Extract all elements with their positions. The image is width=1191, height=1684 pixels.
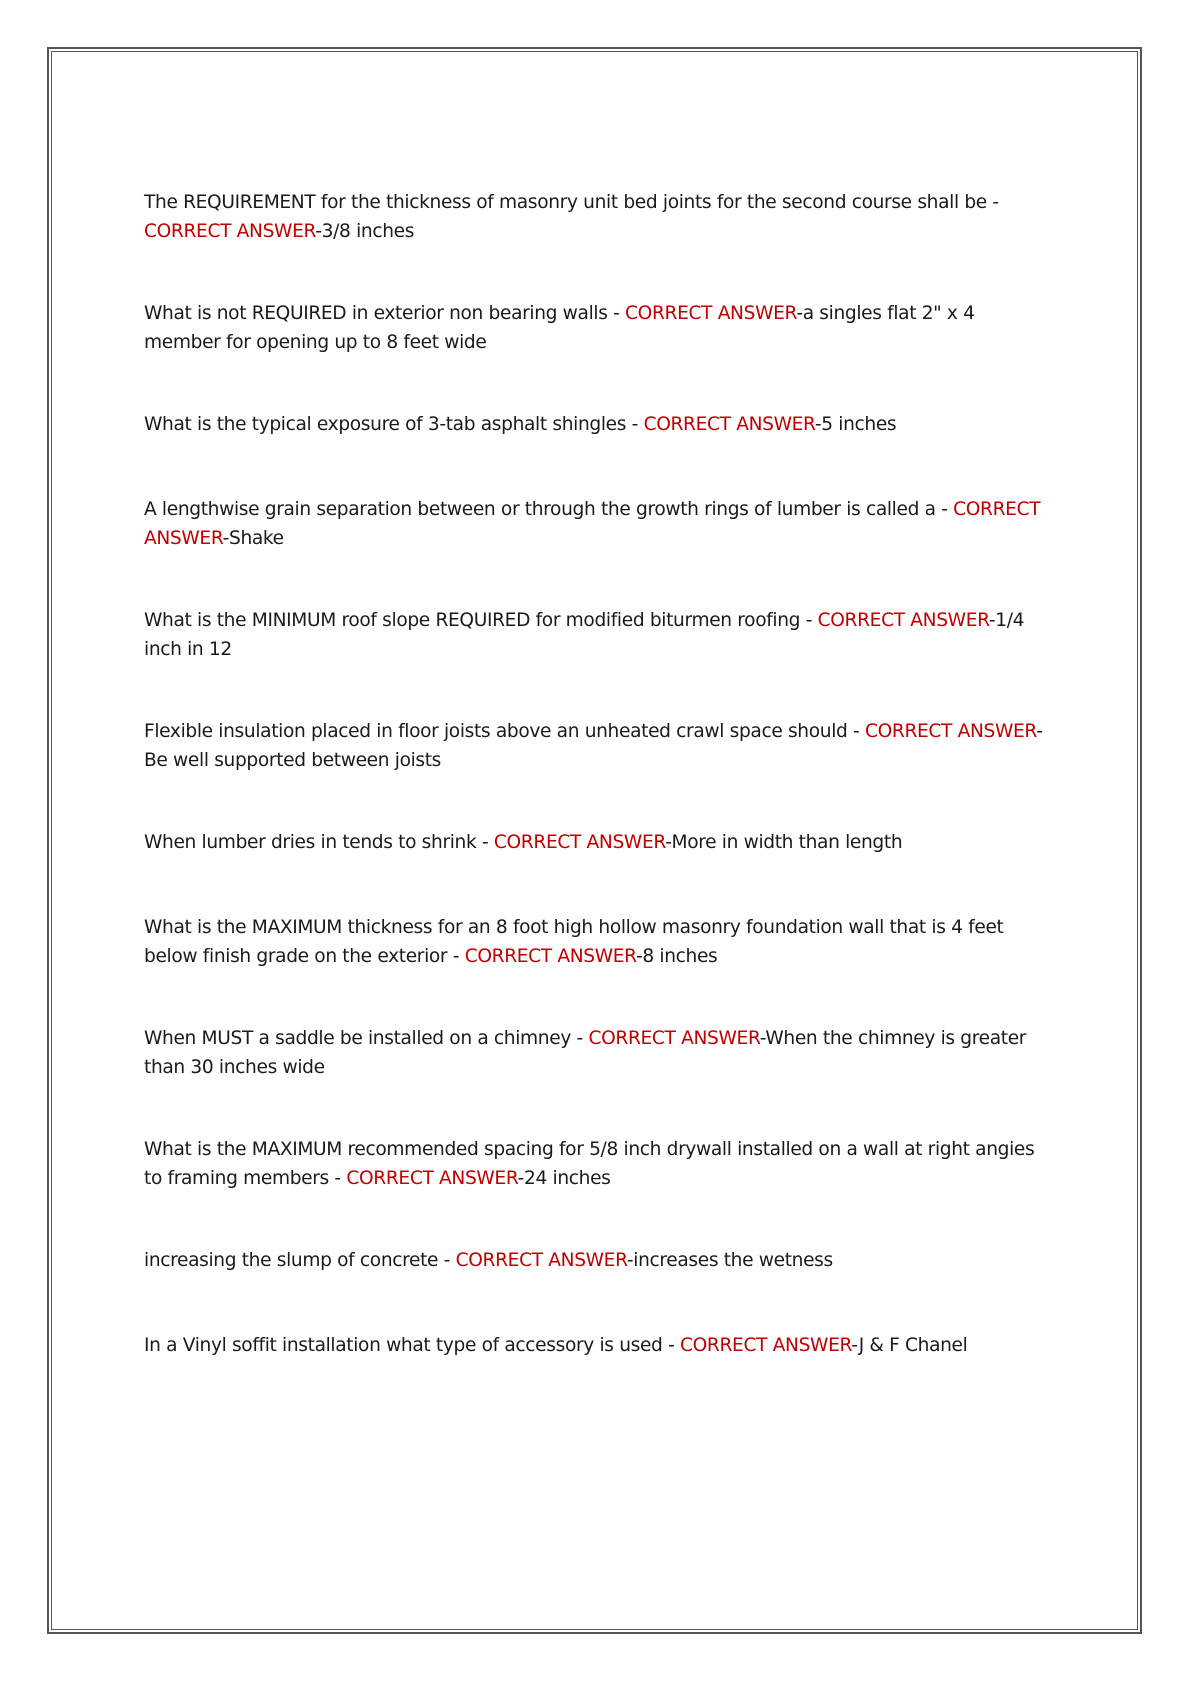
question-text: When MUST a saddle be installed on a chimney - bbox=[144, 1028, 589, 1049]
question-text: A lengthwise grain separation between or through the growth rings of lumber is called a - bbox=[144, 499, 954, 520]
answer-label: CORRECT ANSWER bbox=[144, 499, 1041, 549]
qa-item bbox=[144, 1024, 1044, 1082]
answer-text: -Be well supported between joists bbox=[144, 721, 1043, 771]
answer-text: -More in width than length bbox=[665, 832, 903, 853]
answer-text: -J & F Chanel bbox=[851, 1335, 968, 1356]
question-text: In a Vinyl soffit installation what type of accessory is used - bbox=[144, 1335, 680, 1356]
answer-text: -3/8 inches bbox=[315, 221, 415, 242]
question-text: Flexible insulation placed in floor joists above an unheated crawl space should - bbox=[144, 721, 865, 742]
question-text: What is the MAXIMUM recommended spacing for 5/8 inch drywall installed on a wall at right angies to framing members - bbox=[144, 1139, 1035, 1189]
qa-item bbox=[144, 828, 1044, 857]
answer-label: CORRECT ANSWER bbox=[493, 832, 666, 853]
answer-text: -5 inches bbox=[814, 414, 897, 435]
answer-text: -24 inches bbox=[517, 1168, 611, 1189]
question-text: The REQUIREMENT for the thickness of masonry unit bed joints for the second course shall be - bbox=[144, 192, 999, 213]
answer-label: CORRECT ANSWER bbox=[864, 721, 1037, 742]
answer-label: CORRECT ANSWER bbox=[588, 1028, 760, 1049]
qa-item bbox=[144, 188, 1044, 246]
answer-label: CORRECT ANSWER bbox=[455, 1250, 627, 1271]
answer-label: CORRECT ANSWER bbox=[346, 1168, 518, 1189]
qa-item bbox=[144, 495, 1044, 553]
answer-label: CORRECT ANSWER bbox=[680, 1335, 852, 1356]
question-text: What is the typical exposure of 3-tab asphalt shingles - bbox=[144, 414, 644, 435]
answer-text: -increases the wetness bbox=[626, 1250, 833, 1271]
qa-item bbox=[144, 410, 1044, 439]
answer-text: -1/4 inch in 12 bbox=[144, 610, 1025, 660]
answer-text: -When the chimney is greater than 30 inches wide bbox=[144, 1028, 1027, 1078]
answer-label: CORRECT ANSWER bbox=[464, 946, 636, 967]
answer-text: -Shake bbox=[222, 528, 284, 549]
qa-item bbox=[144, 1135, 1044, 1193]
answer-label: CORRECT ANSWER bbox=[817, 610, 989, 631]
qa-item bbox=[144, 1331, 1044, 1360]
qa-item bbox=[144, 299, 1044, 357]
question-text: What is the MAXIMUM thickness for an 8 foot high hollow masonry foundation wall that is 4 feet below finish grade on the exterior - bbox=[144, 917, 1004, 967]
answer-label: CORRECT ANSWER bbox=[643, 414, 815, 435]
qa-item bbox=[144, 717, 1044, 775]
question-text: increasing the slump of concrete - bbox=[144, 1250, 456, 1271]
answer-text: -a singles flat 2" x 4 member for opening up to 8 feet wide bbox=[144, 303, 975, 353]
question-text: When lumber dries in tends to shrink - bbox=[144, 832, 494, 853]
answer-text: -8 inches bbox=[636, 946, 718, 967]
answer-label: CORRECT ANSWER bbox=[144, 221, 316, 242]
answer-label: CORRECT ANSWER bbox=[625, 303, 797, 324]
qa-item bbox=[144, 1246, 1044, 1275]
qa-item bbox=[144, 606, 1044, 664]
question-text: What is not REQUIRED in exterior non bearing walls - bbox=[144, 303, 626, 324]
qa-item bbox=[144, 913, 1044, 971]
question-text: What is the MINIMUM roof slope REQUIRED for modified biturmen roofing - bbox=[144, 610, 818, 631]
